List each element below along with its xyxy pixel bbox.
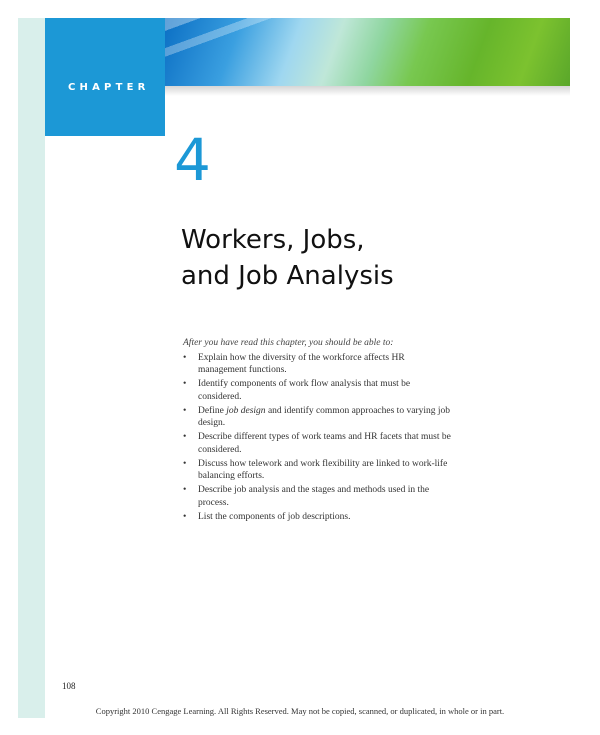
chapter-title-line-1: Workers, Jobs, — [181, 225, 365, 255]
objective-item — [183, 458, 453, 483]
objective-text: Describe different types of work teams and HR facets that must be considered. — [198, 432, 451, 455]
chapter-box — [45, 18, 165, 136]
objective-item — [183, 511, 453, 524]
bullet-icon: • — [183, 379, 187, 389]
chapter-label: CHAPTER — [68, 82, 150, 93]
objective-text: Describe job analysis and the stages and methods used in the process. — [198, 485, 430, 508]
objective-item — [183, 405, 453, 430]
objective-text: List the components of job descriptions. — [198, 511, 351, 522]
objective-item — [183, 484, 453, 509]
chapter-title — [181, 222, 541, 294]
bullet-icon: • — [183, 485, 187, 495]
learning-objectives — [183, 337, 453, 525]
objective-item — [183, 352, 453, 377]
copyright-notice: Copyright 2010 Cengage Learning. All Rights Reserved. May not be copied, scanned, or duplicated, in whole or in part. — [95, 706, 505, 716]
bullet-icon: • — [183, 458, 187, 469]
chapter-number: 4 — [174, 126, 211, 194]
objective-text: Explain how the diversity of the workforce affects HR management functions. — [198, 352, 405, 375]
bullet-icon: • — [183, 405, 187, 416]
objective-text-post: and identify common approaches to varying job design. — [198, 405, 450, 428]
objective-text: Discuss how telework and work flexibility are linked to work-life balancing efforts. — [198, 458, 448, 481]
bullet-icon: • — [183, 432, 187, 442]
objective-text: Identify components of work flow analysis that must be considered. — [198, 379, 411, 402]
chapter-title-line-2: and Job Analysis — [181, 261, 394, 291]
objective-emphasis: job design — [226, 405, 266, 416]
objectives-intro: After you have read this chapter, you should be able to: — [183, 338, 394, 348]
objective-item — [183, 378, 453, 403]
page-number: 108 — [62, 681, 76, 691]
objectives-list — [183, 352, 453, 524]
banner-shadow — [165, 86, 570, 96]
decorative-banner-image — [165, 18, 570, 86]
bullet-icon: • — [183, 352, 187, 363]
bullet-icon: • — [183, 511, 187, 522]
objective-item — [183, 431, 453, 456]
objective-text-pre: Define — [198, 405, 227, 416]
left-margin-strip — [18, 18, 45, 718]
